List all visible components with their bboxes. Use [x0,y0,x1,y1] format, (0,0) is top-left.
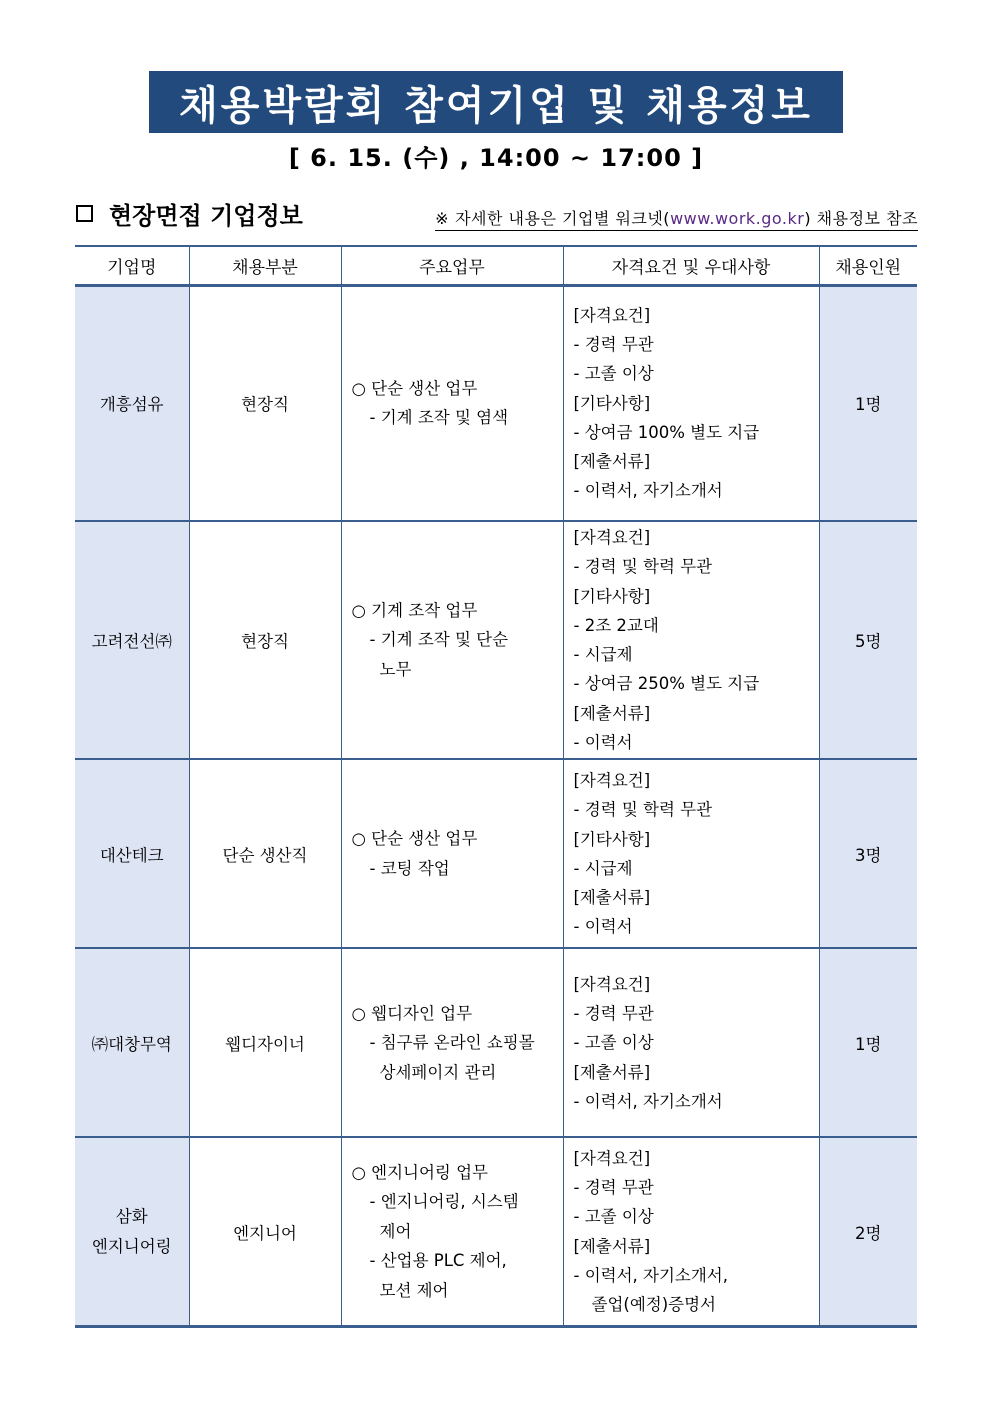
table-row [75,948,917,1137]
header-field: 채용부분 [189,246,341,285]
header-duties: 주요업무 [341,246,563,285]
company-table [75,245,917,1328]
company-name: 개흥섬유 [75,285,189,521]
note-prefix: 자세한 내용은 기업별 워크넷( [455,209,671,228]
job-duties: ○ 엔지니어링 업무 - 엔지니어링, 시스템 제어 - 산업용 PLC 제어, 모션 제어 [341,1137,563,1326]
event-date: [ 6. 15. (수) , 14:00 ~ 17:00 ] [288,144,704,172]
header-count: 채용인원 [819,246,917,285]
section-title: 현장면접 기업정보 [109,202,303,230]
company-name: ㈜대창무역 [75,948,189,1137]
hire-count: 1명 [819,948,917,1137]
checkbox-icon [76,205,93,222]
job-duties: ○ 단순 생산 업무 - 코팅 작업 [341,759,563,948]
table-row [75,521,917,759]
reference-mark-icon: ※ [435,209,450,228]
reference-note [435,206,918,231]
header-company: 기업명 [75,246,189,285]
job-field: 엔지니어 [189,1137,341,1326]
table-row [75,1137,917,1326]
hire-count: 2명 [819,1137,917,1326]
company-name: 고려전선㈜ [75,521,189,759]
qualifications: [자격요건] - 경력 및 학력 무관 [기타사항] - 시급제 [제출서류] - 이력서 [563,759,819,948]
worknet-link[interactable]: www.work.go.kr [670,209,805,228]
qualifications: [자격요건] - 경력 무관 - 고졸 이상 [기타사항] - 상여금 100% 별도 지급 [제출서류] - 이력서, 자기소개서 [563,285,819,521]
qualifications: [자격요건] - 경력 무관 - 고졸 이상 [제출서류] - 이력서, 자기소개서, 졸업(예정)증명서 [563,1137,819,1326]
company-name: 대산테크 [75,759,189,948]
company-name: 삼화 엔지니어링 [75,1137,189,1326]
job-duties: ○ 웹디자인 업무 - 침구류 온라인 쇼핑몰 상세페이지 관리 [341,948,563,1137]
header-qualifications: 자격요건 및 우대사항 [563,246,819,285]
job-field: 현장직 [189,521,341,759]
hire-count: 1명 [819,285,917,521]
table-row [75,285,917,521]
hire-count: 3명 [819,759,917,948]
job-duties: ○ 단순 생산 업무 - 기계 조작 및 염색 [341,285,563,521]
job-duties: ○ 기계 조작 업무 - 기계 조작 및 단순 노무 [341,521,563,759]
section-heading [76,196,303,231]
job-field: 현장직 [189,285,341,521]
note-suffix: ) 채용정보 참조 [804,209,918,228]
table-header-row [75,246,917,285]
qualifications: [자격요건] - 경력 무관 - 고졸 이상 [제출서류] - 이력서, 자기소개서 [563,948,819,1137]
qualifications: [자격요건] - 경력 및 학력 무관 [기타사항] - 2조 2교대 - 시급제 - 상여금 250% 별도 지급 [제출서류] - 이력서 [563,521,819,759]
page-title: 채용박람회 참여기업 및 채용정보 [149,71,843,133]
table-row [75,759,917,948]
hire-count: 5명 [819,521,917,759]
job-field: 단순 생산직 [189,759,341,948]
job-field: 웹디자이너 [189,948,341,1137]
